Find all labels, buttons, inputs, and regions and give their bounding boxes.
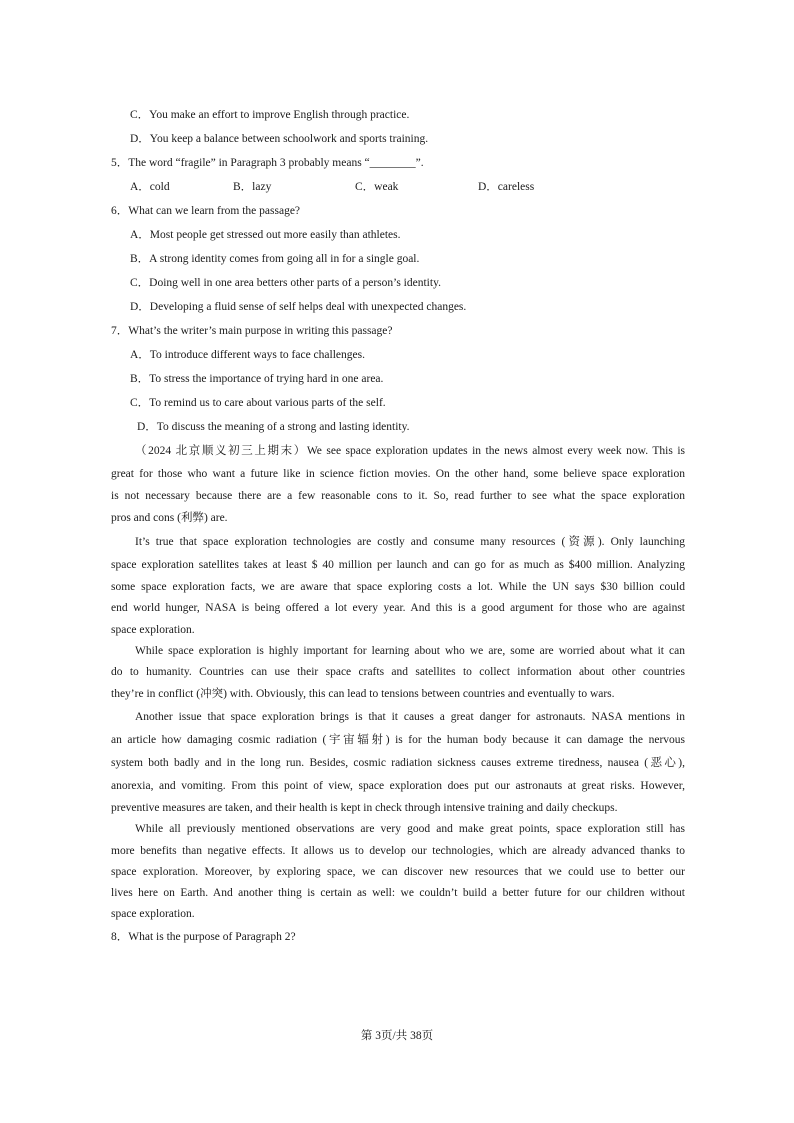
passage-p3-line-1: While space exploration is highly important for learning about who we are, some are worried about what it can <box>135 645 685 657</box>
q7-option-b: B．To stress the importance of trying hard in one area. <box>130 373 384 385</box>
q6-option-a: A．Most people get stressed out more easily than athletes. <box>130 229 401 241</box>
passage-p1-line-3: is not necessary because there are a few reasonable cons to it. So, read further to see what the space exploration <box>111 490 685 502</box>
passage-p5-line-1: While all previously mentioned observations are very good and make great points, space exploration still has <box>135 823 685 835</box>
q5-option-a: A．cold <box>130 181 170 193</box>
q5-stem: 5．The word “fragile” in Paragraph 3 probably means “________”. <box>111 157 424 169</box>
q6-option-d: D．Developing a fluid sense of self helps deal with unexpected changes. <box>130 301 467 313</box>
passage-p4-line-5: preventive measures are taken, and their health is kept in check through intensive training and daily checkups. <box>111 802 618 814</box>
q6-stem: 6．What can we learn from the passage? <box>111 205 301 217</box>
passage-p3-line-2: do to humanity. Countries can use their space crafts and satellites to collect information about other countries <box>111 666 685 678</box>
q6-option-c: C．Doing well in one area betters other parts of a person’s identity. <box>130 277 441 289</box>
passage-p5-line-5: space exploration. <box>111 908 195 920</box>
passage-p2-line-5: space exploration. <box>111 624 195 636</box>
passage-p5-line-2: more benefits than negative effects. It allows us to develop our technologies, which are already advanced thanks to <box>111 845 685 857</box>
passage-p1-line-2: great for those who want a future like in science fiction movies. On the other hand, some believe space exploration <box>111 468 685 480</box>
q5-option-c: C．weak <box>355 181 399 193</box>
passage-p1-line-4: pros and cons (利弊) are. <box>111 512 228 524</box>
q6-option-b: B．A strong identity comes from going all in for a single goal. <box>130 253 420 265</box>
passage-p4-line-1: Another issue that space exploration brings is that it causes a great danger for astronauts. NASA mentions in <box>135 711 685 723</box>
q5-option-b: B．lazy <box>233 181 272 193</box>
passage-p5-line-4: lives here on Earth. And another thing is certain as well: we couldn’t build a better future for our children without <box>111 887 685 899</box>
page-number-footer: 第 3页/共 38页 <box>360 1030 434 1042</box>
passage-p2-line-2: space exploration satellites takes at least $ 40 million per launch and can go for as much as $400 million. Analyzing <box>111 559 685 571</box>
passage-p4-line-3: system both badly and in the long run. Besides, cosmic radiation sickness causes extreme tiredness, nausea (恶心), <box>111 757 685 769</box>
passage-p4-line-2: an article how damaging cosmic radiation (宇宙辐射) is for the human body because it can damage the nervous <box>111 734 685 746</box>
passage-p1-line-1: （2024 北京顺义初三上期末）We see space exploration updates in the news almost every week now. This is <box>135 445 685 457</box>
passage-p2-line-3: some space exploration facts, we are aware that space exploring costs a lot. While the UN says $30 billion could <box>111 581 685 593</box>
q4-option-d: D．You keep a balance between schoolwork and sports training. <box>130 133 429 145</box>
q7-option-a: A．To introduce different ways to face challenges. <box>130 349 365 361</box>
q8-stem: 8．What is the purpose of Paragraph 2? <box>111 931 296 943</box>
passage-p2-line-1: It’s true that space exploration technologies are costly and consume many resources (资源). Only launching <box>135 536 685 548</box>
passage-p2-line-4: end world hunger, NASA is being offered a lot every year. And this is a good argument for those who are against <box>111 602 685 614</box>
passage-p5-line-3: space exploration. Moreover, by exploring space, we can discover new resources that we could use to better our <box>111 866 685 878</box>
q7-option-d: D．To discuss the meaning of a strong and lasting identity. <box>137 421 410 433</box>
q7-stem: 7．What’s the writer’s main purpose in writing this passage? <box>111 325 393 337</box>
q4-option-c: C．You make an effort to improve English through practice. <box>130 109 410 121</box>
passage-p4-line-4: anorexia, and vomiting. From this point of view, space exploration does put our astronauts at great risks. However, <box>111 780 685 792</box>
q5-option-d: D．careless <box>478 181 535 193</box>
q7-option-c: C．To remind us to care about various parts of the self. <box>130 397 386 409</box>
passage-p3-line-3: they’re in conflict (冲突) with. Obviously, this can lead to tensions between countries and eventually to wars. <box>111 688 615 700</box>
